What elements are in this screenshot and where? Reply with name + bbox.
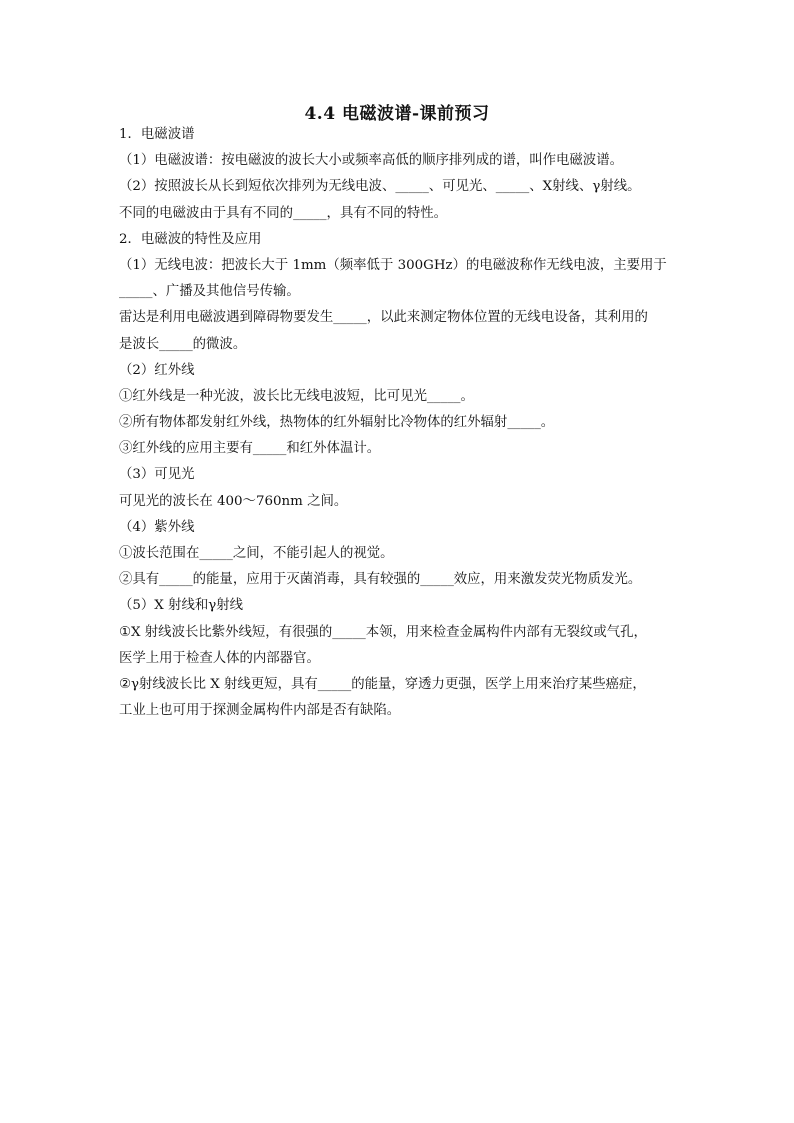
- paragraph-line: 不同的电磁波由于具有不同的_____，具有不同的特性。: [119, 205, 448, 221]
- paragraph-line: （2）按照波长从长到短依次排列为无线电波、_____、可见光、_____、X射线、γ射线。: [119, 179, 641, 195]
- paragraph-line: ②所有物体都发射红外线，热物体的红外辐射比冷物体的红外辐射_____。: [119, 415, 555, 431]
- section-heading-2: 2．电磁波的特性及应用: [119, 231, 262, 247]
- paragraph-line: 雷达是利用电磁波遇到障碍物要发生_____，以此来测定物体位置的无线电设备，其利用的: [119, 310, 648, 326]
- paragraph-line: ①X 射线波长比紫外线短，有很强的_____本领，用来检查金属构件内部有无裂纹或气孔，: [119, 624, 647, 640]
- paragraph-line: （1）电磁波谱：按电磁波的波长大小或频率高低的顺序排列成的谱，叫作电磁波谱。: [119, 153, 623, 169]
- paragraph-line: ②具有_____的能量，应用于灭菌消毒，具有较强的_____效应，用来激发荧光物质发光。: [119, 572, 642, 588]
- paragraph-line: ①波长范围在_____之间，不能引起人的视觉。: [119, 546, 394, 561]
- document-body: [119, 122, 679, 724]
- paragraph-line: 可见光的波长在 400～760nm 之间。: [119, 493, 348, 509]
- section-heading-1: 1．电磁波谱: [119, 127, 195, 142]
- paragraph-line: ③红外线的应用主要有_____和红外体温计。: [119, 441, 381, 457]
- paragraph-line: 是波长_____的微波。: [119, 336, 247, 352]
- subsection-heading: （5）X 射线和γ射线: [119, 598, 244, 614]
- subsection-heading: （4）紫外线: [119, 519, 195, 535]
- paragraph-line: ②γ射线波长比 X 射线更短，具有_____的能量，穿透力更强，医学上用来治疗某些癌症，: [119, 676, 646, 692]
- paragraph-line: ①红外线是一种光波，波长比无线电波短，比可见光_____。: [119, 388, 474, 404]
- page-title: 4.4 电磁波谱-课前预习: [304, 104, 490, 124]
- subsection-heading: （3）可见光: [119, 467, 195, 483]
- subsection-heading: （2）红外线: [119, 362, 195, 378]
- paragraph-line: _____、广播及其他信号传输。: [119, 284, 300, 300]
- paragraph-line: 工业上也可用于探测金属构件内部是否有缺陷。: [119, 703, 401, 719]
- paragraph-line: 医学上用于检查人体的内部器官。: [119, 650, 320, 666]
- paragraph-line: （1）无线电波：把波长大于 1mm（频率低于 300GHz）的电磁波称作无线电波，主要用于: [119, 257, 667, 273]
